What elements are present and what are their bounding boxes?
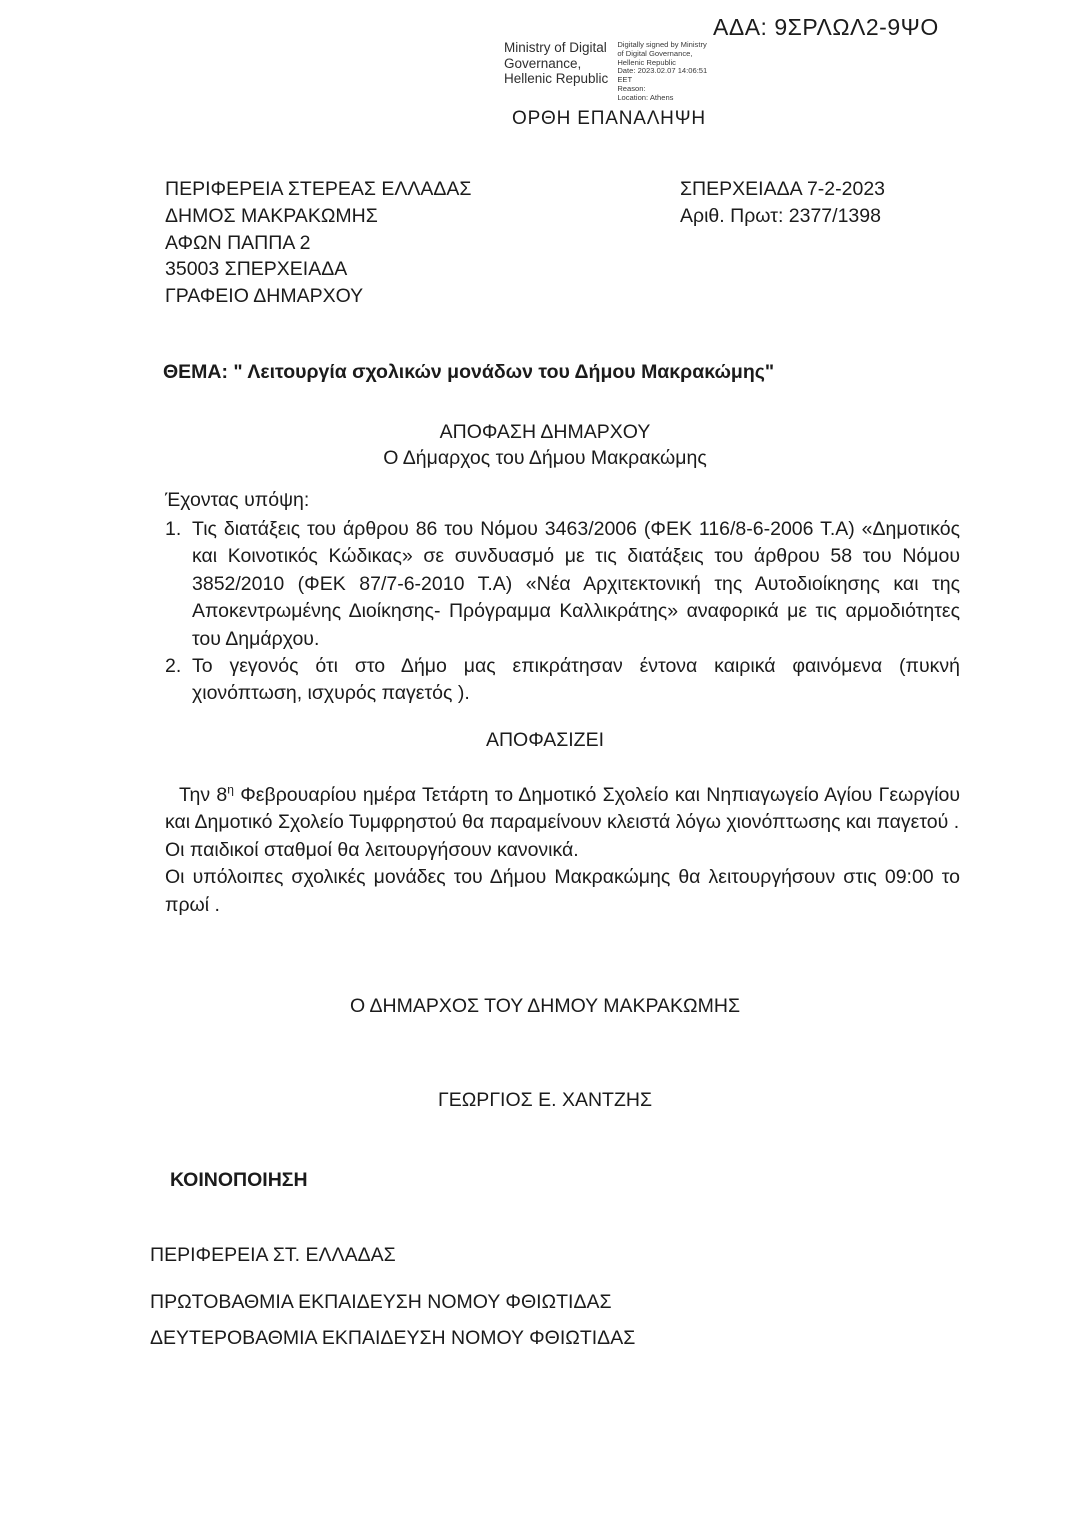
- consideration-number: 2.: [165, 655, 182, 678]
- signature-detail-line: Date: 2023.02.07 14:06:51: [617, 66, 708, 76]
- ada-code: ΑΔΑ: 9ΣΡΛΩΛ2-9ΨΟ: [713, 14, 939, 40]
- distribution-recipient: ΠΡΩΤΟΒΑΘΜΙΑ ΕΚΠΑΙΔΕΥΣΗ ΝΟΜΟΥ ΦΘΙΩΤΙΔΑΣ: [150, 1291, 612, 1313]
- sender-line-region: ΠΕΡΙΦΕΡΕΙΑ ΣΤΕΡΕΑΣ ΕΛΛΑΔΑΣ: [165, 178, 472, 200]
- letterhead: [165, 176, 960, 310]
- signature-details: [617, 40, 707, 103]
- signoff-title: Ο ΔΗΜΑΡΧΟΣ ΤΟΥ ΔΗΜΟΥ ΜΑΚΡΑΚΩΜΗΣ: [349, 995, 740, 1017]
- signature-signer: [504, 40, 608, 103]
- signature-detail-line: of Digital Governance,: [617, 48, 693, 58]
- signature-detail-line: Digitally signed by Ministry: [617, 40, 707, 49]
- date-protocol-block: [680, 176, 960, 310]
- sender-line-municipality: ΔΗΜΟΣ ΜΑΚΡΑΚΩΜΗΣ: [165, 204, 378, 227]
- signoff-name: ΓΕΩΡΓΙΟΣ Ε. ΧΑΝΤΖΗΣ: [437, 1089, 653, 1111]
- protocol-number: Αριθ. Πρωτ: 2377/1398: [680, 204, 881, 227]
- signature-detail-line: EET: [617, 75, 633, 85]
- decides-heading: ΑΠΟΦΑΣΙΖΕΙ: [485, 729, 605, 751]
- considering-label: Έχοντας υπόψη:: [165, 489, 310, 511]
- decision-paragraph: Οι παιδικοί σταθμοί θα λειτουργήσουν κανονικά.: [165, 838, 579, 861]
- correct-repetition-note: ΟΡΘΗ ΕΠΑΝΑΛΗΨΗ: [512, 108, 706, 129]
- signature-signer-line: Governance,: [504, 55, 582, 71]
- ordinal-superscript: η: [227, 782, 234, 797]
- decision-paragraph: [165, 782, 960, 837]
- distribution-recipient: ΠΕΡΙΦΕΡΕΙΑ ΣΤ. ΕΛΛΑΔΑΣ: [150, 1244, 396, 1266]
- sender-address: [165, 176, 471, 310]
- signature-detail-line: Location: Athens: [617, 92, 674, 102]
- decision-p1-rest: Φεβρουαρίου ημέρα Τετάρτη το Δημοτικό Σχολείο και Νηπιαγωγείο Αγίου Γεωργίου και Δημοτικό Σχολείο Τυμφρηστού θα παραμείνουν κλειστά λόγω χιονόπτωσης και παγετού .: [165, 784, 961, 834]
- distribution-label: ΚΟΙΝΟΠΟΙΗΣΗ: [170, 1169, 308, 1191]
- consideration-item: [165, 653, 960, 708]
- decision-heading: ΑΠΟΦΑΣΗ ΔΗΜΑΡΧΟΥ: [439, 421, 651, 443]
- place-date: ΣΠΕΡΧΕΙΑΔΑ 7-2-2023: [680, 178, 886, 200]
- signature-detail-line: Reason:: [617, 83, 646, 93]
- sender-line-office: ΓΡΑΦΕΙΟ ΔΗΜΑΡΧΟΥ: [165, 285, 364, 308]
- decision-heading-block: [130, 419, 960, 471]
- signature-detail-line: Hellenic Republic: [617, 57, 676, 67]
- sender-line-postal: 35003 ΣΠΕΡΧΕΙΑΔΑ: [165, 258, 348, 281]
- signature-signer-line: Hellenic Republic: [504, 71, 609, 86]
- consideration-number: 1.: [165, 518, 182, 540]
- decision-subheading: Ο Δήμαρχος του Δήμου Μακρακώμης: [383, 447, 707, 469]
- distribution-recipient: ΔΕΥΤΕΡΟΒΑΘΜΙΑ ΕΚΠΑΙΔΕΥΣΗ ΝΟΜΟΥ ΦΘΙΩΤΙΔΑΣ: [150, 1327, 636, 1349]
- signature-signer-line: Ministry of Digital: [504, 40, 607, 55]
- decision-body: [165, 782, 960, 919]
- consideration-text: Το γεγονός ότι στο Δήμο μας επικράτησαν έντονα καιρικά φαινόμενα (πυκνή χιονόπτωση, ισχυρός παγετός ).: [192, 655, 960, 705]
- consideration-text: Τις διατάξεις του άρθρου 86 του Νόμου 3463/2006 (ΦΕΚ 116/8-6-2006 Τ.Α) «Δημοτικός και Κοινοτικός Κώδικας» σε συνδυασμό με τις διατάξεις του άρθρου 58 του Νόμου 3852/2010 (ΦΕΚ 87/7-6-2010 Τ.Α) «Νέα Αρχιτεκτονική της Αυτοδιοίκησης και της Αποκεντρωμένης Διοίκησης- Πρόγραμμα Καλλικράτης» αναφορικά με τις αρμοδιότητες του Δημάρχου.: [192, 518, 960, 650]
- considerations-list: [165, 516, 960, 708]
- decision-paragraph: Οι υπόλοιπες σχολικές μονάδες του Δήμου Μακρακώμης θα λειτουργήσουν στις 09:00 το πρωί .: [165, 866, 960, 916]
- consideration-item: [165, 516, 960, 653]
- decision-p1-prefix: Την 8: [179, 784, 228, 806]
- digital-signature-stamp: [504, 40, 707, 103]
- subject-line: ΘΕΜΑ: " Λειτουργία σχολικών μονάδων του Δήμου Μακρακώμης": [163, 361, 775, 383]
- sender-line-street: ΑΦΩΝ ΠΑΠΠΑ 2: [165, 231, 311, 254]
